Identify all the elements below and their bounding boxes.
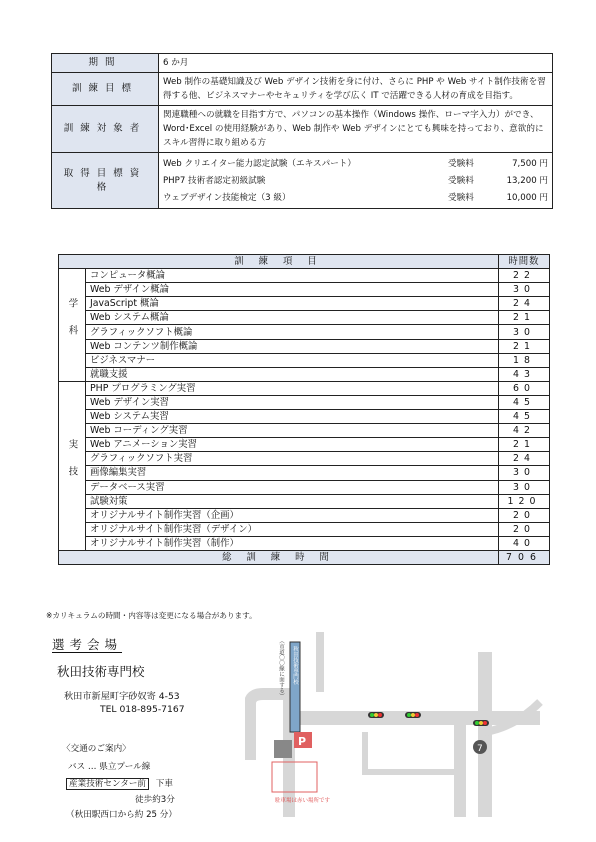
venue-tel: TEL 018-895-7167 <box>100 704 185 715</box>
transport-stop-line <box>66 777 173 789</box>
curriculum-row <box>59 283 550 297</box>
fee-amount: 7,500 円 <box>512 158 548 169</box>
total-hours: 706 <box>499 550 550 564</box>
curriculum-item-hours: 30 <box>499 466 550 480</box>
fee-amount: 10,000 円 <box>506 192 548 203</box>
qualification-item <box>163 189 548 206</box>
info-value: 6 か月 <box>159 54 553 73</box>
curriculum-item-name: JavaScript 概論 <box>86 297 499 311</box>
info-row <box>52 54 553 73</box>
info-row <box>52 106 553 153</box>
curriculum-item-name: PHP プログラミング実習 <box>86 381 499 395</box>
curriculum-item-hours: 45 <box>499 395 550 409</box>
map-school-label: 秋田技術専門校 <box>292 646 298 685</box>
venue-heading: 選考会場 <box>52 637 123 652</box>
qualification-name: Web クリエイター能力認定試験（エキスパート） <box>163 158 356 169</box>
map-building <box>274 740 292 758</box>
curriculum-group-label: 学科 <box>59 269 86 382</box>
map-parking-label: P <box>298 735 307 748</box>
curriculum-item-hours: 24 <box>499 297 550 311</box>
curriculum-item-name: グラフィックソフト実習 <box>86 452 499 466</box>
info-value <box>159 153 553 209</box>
map-route-number: 7 <box>477 744 483 754</box>
curriculum-item-hours: 43 <box>499 367 550 381</box>
info-row <box>52 73 553 106</box>
curriculum-header-row <box>59 255 550 269</box>
transport-bus: バス … 県立プール線 <box>68 762 151 772</box>
map-parking-note: 駐車場は赤い場所です <box>275 798 331 804</box>
curriculum-item-name: コンピュータ概論 <box>86 269 499 283</box>
curriculum-item-name: Web システム実習 <box>86 410 499 424</box>
curriculum-item-name: 就職支援 <box>86 367 499 381</box>
course-info-table <box>51 53 553 209</box>
curriculum-row <box>59 410 550 424</box>
transport-from-station: （秋田駅西口から約 25 分） <box>66 810 177 820</box>
curriculum-note: ※カリキュラムの時間・内容等は変更になる場合があります。 <box>46 611 257 620</box>
curriculum-item-hours: 21 <box>499 311 550 325</box>
curriculum-item-name: ビジネスマナー <box>86 353 499 367</box>
curriculum-row <box>59 325 550 339</box>
curriculum-row <box>59 339 550 353</box>
curriculum-item-hours: 18 <box>499 353 550 367</box>
curriculum-item-name: Web コンテンツ制作概論 <box>86 339 499 353</box>
access-map <box>245 632 545 817</box>
fee-label: 受験料 <box>448 192 474 203</box>
header-item: 訓 練 項 目 <box>59 255 499 269</box>
curriculum-item-hours: 30 <box>499 283 550 297</box>
venue-address: 秋田市新屋町字砂奴寄 4-53 <box>64 691 180 702</box>
curriculum-item-name: Web デザイン概論 <box>86 283 499 297</box>
curriculum-item-hours: 22 <box>499 269 550 283</box>
curriculum-item-hours: 42 <box>499 424 550 438</box>
curriculum-row <box>59 508 550 522</box>
curriculum-row <box>59 438 550 452</box>
header-hours: 時間数 <box>499 255 550 269</box>
qualification-item <box>163 155 548 172</box>
curriculum-item-hours: 24 <box>499 452 550 466</box>
curriculum-row <box>59 311 550 325</box>
curriculum-row <box>59 480 550 494</box>
qualification-name: PHP7 技術者認定初級試験 <box>163 175 266 186</box>
curriculum-item-hours: 45 <box>499 410 550 424</box>
curriculum-item-name: オリジナルサイト制作実習（企画） <box>86 508 499 522</box>
fee-label: 受験料 <box>448 175 474 186</box>
info-label: 期間 <box>52 54 159 73</box>
curriculum-item-name: Web デザイン実習 <box>86 395 499 409</box>
curriculum-row <box>59 353 550 367</box>
curriculum-row <box>59 395 550 409</box>
curriculum-item-name: 画像編集実習 <box>86 466 499 480</box>
curriculum-item-name: Web システム概論 <box>86 311 499 325</box>
curriculum-item-name: グラフィックソフト概論 <box>86 325 499 339</box>
total-label: 総 訓 練 時 間 <box>59 550 499 564</box>
info-value: Web 制作の基礎知識及び Web デザイン技術を身に付け、さらに PHP や Web サイト制作技術を習得する他、ビジネスマナーやセキュリティを学び広く IT で活躍できる人材の育成を目指す。 <box>159 73 553 106</box>
curriculum-total-row <box>59 550 550 564</box>
curriculum-row <box>59 536 550 550</box>
curriculum-row <box>59 297 550 311</box>
info-row <box>52 153 553 209</box>
curriculum-row <box>59 367 550 381</box>
curriculum-item-hours: 40 <box>499 536 550 550</box>
curriculum-item-hours: 30 <box>499 325 550 339</box>
fee-label: 受験料 <box>448 158 474 169</box>
info-value: 関連職種への就職を目指す方で、パソコンの基本操作（Windows 操作、ローマ字入力）ができ、Word･Excel の使用経験があり、Web 制作や Web デザインにとても興味を持っており、意欲的にスキル習得に取り組める方 <box>159 106 553 153</box>
curriculum-item-name: Web アニメーション実習 <box>86 438 499 452</box>
curriculum-row <box>59 466 550 480</box>
map-road-label: （市道〇〇線に面する） <box>278 638 284 699</box>
curriculum-row <box>59 522 550 536</box>
transport-stop-suffix: 下車 <box>155 779 173 789</box>
info-label: 取得目標資格 <box>52 153 159 209</box>
curriculum-row <box>59 381 550 395</box>
curriculum-item-name: オリジナルサイト制作実習（制作） <box>86 536 499 550</box>
curriculum-item-name: 試験対策 <box>86 494 499 508</box>
qualification-name: ウェブデザイン技能検定（3 級） <box>163 192 291 203</box>
curriculum-row <box>59 269 550 283</box>
info-label: 訓練目標 <box>52 73 159 106</box>
curriculum-row <box>59 494 550 508</box>
curriculum-item-hours: 30 <box>499 480 550 494</box>
curriculum-item-hours: 120 <box>499 494 550 508</box>
curriculum-item-hours: 21 <box>499 438 550 452</box>
curriculum-item-hours: 21 <box>499 339 550 353</box>
transport-heading: 〈交通のご案内〉 <box>62 744 131 754</box>
curriculum-item-name: オリジナルサイト制作実習（デザイン） <box>86 522 499 536</box>
curriculum-item-name: データベース実習 <box>86 480 499 494</box>
curriculum-table <box>58 254 550 565</box>
info-label: 訓練対象者 <box>52 106 159 153</box>
fee-amount: 13,200 円 <box>506 175 548 186</box>
curriculum-item-hours: 20 <box>499 508 550 522</box>
transport-stop: 産業技術センター前 <box>66 778 149 790</box>
curriculum-group-label: 実技 <box>59 381 86 550</box>
qualification-item <box>163 172 548 189</box>
transport-walk: 徒歩約3分 <box>135 795 175 805</box>
curriculum-item-hours: 20 <box>499 522 550 536</box>
curriculum-item-name: Web コーディング実習 <box>86 424 499 438</box>
curriculum-row <box>59 452 550 466</box>
curriculum-row <box>59 424 550 438</box>
curriculum-item-hours: 60 <box>499 381 550 395</box>
venue-school: 秋田技術専門校 <box>57 664 145 679</box>
